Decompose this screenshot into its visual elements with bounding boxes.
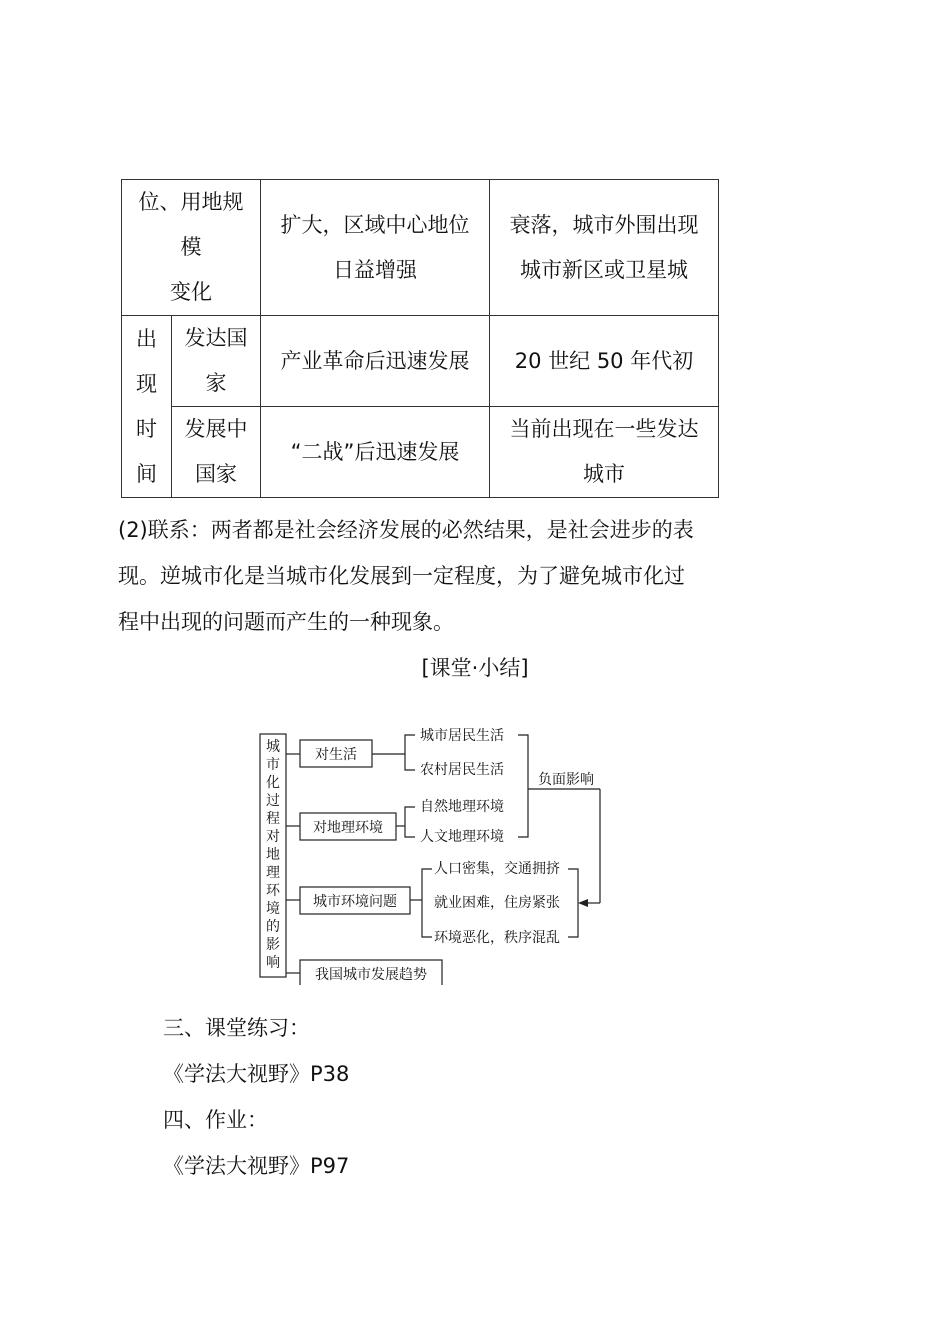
- root-label-char: 程: [266, 811, 280, 827]
- paragraph-line: (2)联系：两者都是社会经济发展的必然结果，是社会进步的表: [118, 518, 694, 542]
- root-label-char: 响: [266, 955, 280, 971]
- row-label-line: 模: [180, 235, 202, 259]
- problem-item: 就业困难，住房紧张: [434, 895, 560, 911]
- cell-line: 当前出现在一些发达: [509, 417, 699, 441]
- root-label-char: 城: [266, 739, 280, 755]
- sub-label: [172, 316, 261, 407]
- branch-life: 对生活: [315, 747, 357, 763]
- root-label-char: 市: [266, 757, 280, 773]
- table-cell: [261, 180, 490, 316]
- root-label-char: 的: [266, 919, 280, 935]
- problem-item: 环境恶化，秩序混乱: [434, 930, 560, 946]
- root-label-char: 理: [266, 865, 280, 881]
- sub-label-line: 发达国: [184, 326, 248, 350]
- cell-line: 城市新区或卫星城: [520, 257, 688, 282]
- root-label-char: 境: [266, 901, 280, 917]
- sub-label-line: 家: [205, 371, 227, 395]
- summary-title: [课堂·小结]: [421, 656, 529, 680]
- comparison-table: [121, 179, 719, 498]
- life-item: 城市居民生活: [420, 728, 504, 744]
- row-label: [122, 180, 261, 316]
- root-label-char: 地: [266, 847, 280, 863]
- negative-impact-label: 负面影响: [538, 772, 594, 788]
- table-row: [122, 180, 719, 316]
- life-item: 农村居民生活: [420, 762, 504, 778]
- cell-line: 城市: [583, 462, 625, 486]
- list-item: 《学法大视野》P38: [163, 1062, 350, 1086]
- problem-item: 人口密集，交通拥挤: [434, 861, 560, 877]
- paragraph-line: 程中出现的问题而产生的一种现象。: [118, 610, 454, 634]
- group-label-char: 间: [136, 461, 157, 486]
- cell-line: 日益增强: [333, 257, 417, 282]
- row-label-line: 位、用地规: [138, 190, 244, 214]
- table-cell: 20 世纪 50 年代初: [490, 316, 719, 407]
- cell-line: 扩大，区域中心地位: [280, 212, 470, 237]
- root-label-char: 影: [266, 937, 280, 953]
- root-label-char: 环: [266, 883, 280, 899]
- arrow-icon: [578, 899, 588, 907]
- branch-trend: 我国城市发展趋势: [315, 967, 427, 983]
- list-item: 三、课堂练习：: [163, 1016, 310, 1040]
- table-cell: [490, 407, 719, 498]
- table-cell: “二战”后迅速发展: [261, 407, 490, 498]
- table-cell: [490, 180, 719, 316]
- branch-env-problem: 城市环境问题: [313, 894, 397, 910]
- group-label-char: 出: [136, 326, 157, 351]
- table-cell: 产业革命后迅速发展: [261, 316, 490, 407]
- branch-geo-env: 对地理环境: [313, 820, 383, 836]
- root-label-char: 对: [266, 829, 280, 845]
- group-label: [122, 316, 172, 498]
- root-label-char: 过: [266, 793, 280, 809]
- env-item: 自然地理环境: [420, 799, 504, 815]
- paragraph-line: 现。逆城市化是当城市化发展到一定程度，为了避免城市化过: [118, 564, 685, 588]
- list-item: 四、作业：: [163, 1108, 268, 1132]
- cell-line: 衰落，城市外围出现: [509, 212, 699, 237]
- list-item: 《学法大视野》P97: [163, 1154, 350, 1178]
- env-item: 人文地理环境: [420, 829, 504, 845]
- row-label-line: 变化: [170, 280, 212, 304]
- group-label-char: 时: [136, 416, 157, 441]
- group-label-char: 现: [136, 371, 157, 396]
- table-row: [122, 407, 719, 498]
- sub-label: [172, 407, 261, 498]
- root-label-char: 化: [266, 775, 280, 791]
- relation-paragraph: [118, 507, 738, 645]
- table-row: [122, 316, 719, 407]
- assignment-list: [163, 1005, 349, 1189]
- sub-label-line: 国家: [195, 462, 237, 486]
- summary-diagram: [250, 725, 620, 985]
- sub-label-line: 发展中: [184, 417, 248, 441]
